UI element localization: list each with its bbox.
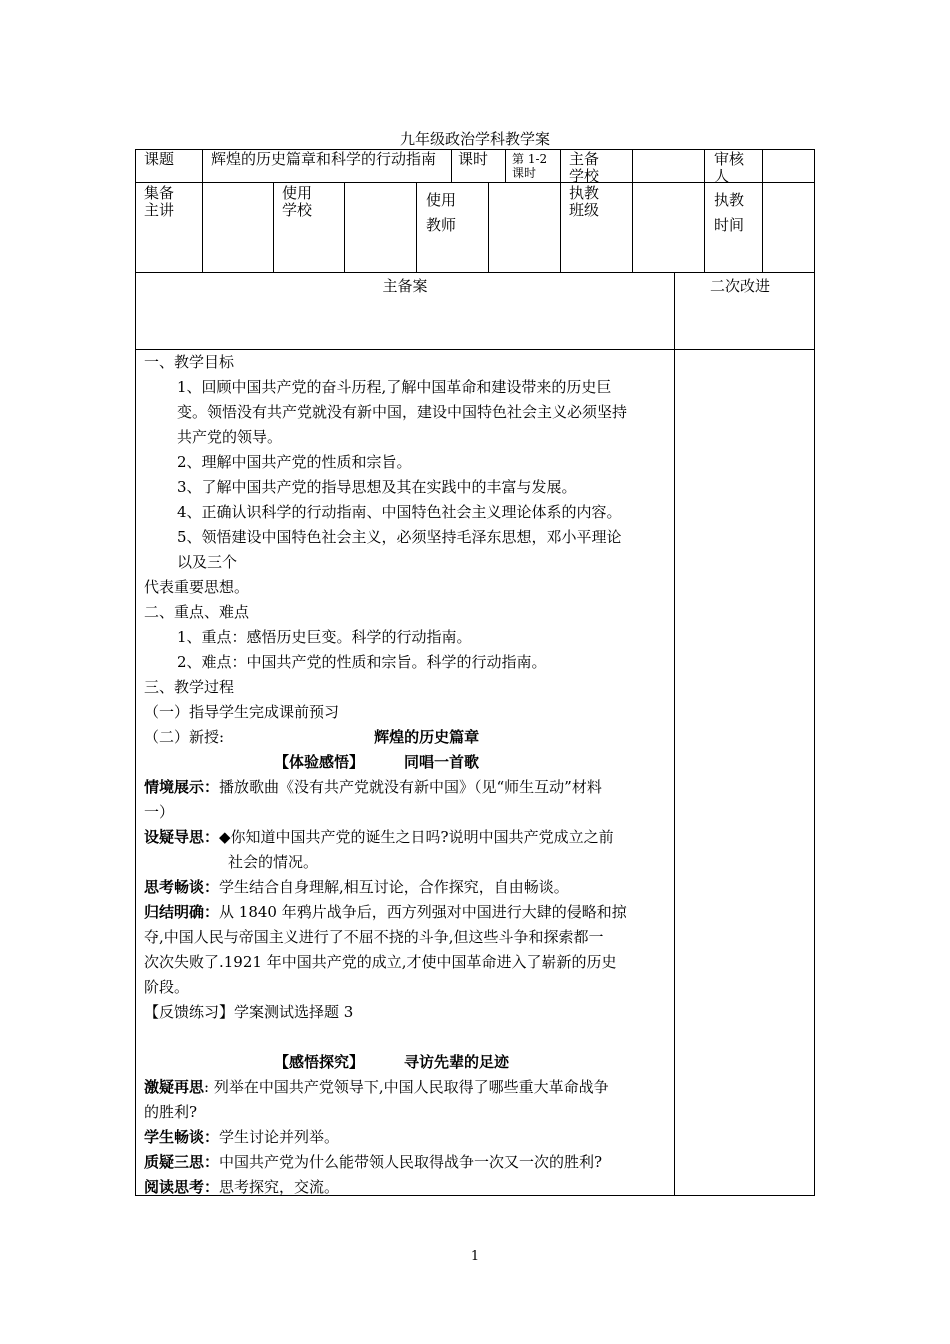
- conclusion-label: 归结明确：: [144, 903, 220, 921]
- goal-5a: 5、领悟建设中国特色社会主义，必须坚持毛泽东思想，邓小平理论: [177, 528, 622, 546]
- heading-experience-right: 同唱一首歌: [404, 753, 480, 771]
- question-text-b: 社会的情况。: [228, 853, 319, 871]
- conclusion-text-d: 阶段。: [144, 978, 190, 996]
- rethink-text-b: 的胜利?: [144, 1103, 198, 1121]
- topic-value: 辉煌的历史篇章和科学的行动指南: [211, 150, 437, 168]
- question-label: 设疑导思：: [144, 828, 220, 846]
- discuss-text: 学生结合自身理解,相互讨论，合作探究，自由畅谈。: [219, 878, 569, 896]
- main-plan-header: 主备案: [382, 277, 428, 295]
- goal-2: 2、理解中国共产党的性质和宗旨。: [177, 453, 412, 471]
- page-number: 1: [470, 1249, 480, 1264]
- heading-experience-left: 【体验感悟】: [274, 753, 365, 771]
- heading-experience: [144, 750, 670, 775]
- process-1: （一）指导学生完成课前预习: [144, 703, 340, 721]
- conclusion-text-c: 次次失败了.1921 年中国共产党的成立,才使中国革命进入了崭新的历史: [144, 953, 617, 971]
- section-keypoints-heading: 二、重点、难点: [144, 603, 250, 621]
- process-2-title: 辉煌的历史篇章: [374, 728, 480, 746]
- main-school-label: 主备学校: [569, 150, 600, 185]
- heading-explore: [144, 1050, 670, 1075]
- goal-1a: 1、回顾中国共产党的奋斗历程,了解中国革命和建设带来的历史巨: [177, 378, 612, 396]
- scene-text-a: 播放歌曲《没有共产党就没有新中国》（见“师生互动”材料: [219, 778, 602, 796]
- teach-class-label: 执教班级: [569, 184, 600, 219]
- use-school-label: 使用学校: [282, 184, 313, 219]
- teach-time-label: 执教时间: [714, 191, 745, 234]
- section-objectives-heading: 一、教学目标: [144, 353, 235, 371]
- use-teacher-label: 使用教师: [426, 191, 457, 234]
- third-question-text: 中国共产党为什么能带领人民取得战争一次又一次的胜利?: [219, 1153, 603, 1171]
- conclusion-text-a: 从 1840 年鸦片战争后，西方列强对中国进行大肆的侵略和掠: [219, 903, 627, 921]
- conclusion-text-b: 夺,中国人民与帝国主义进行了不屈不挠的斗争,但这些斗争和探索都一: [144, 928, 604, 946]
- goal-1c: 共产党的领导。: [177, 428, 283, 446]
- heading-explore-right: 寻访先辈的足迹: [404, 1053, 510, 1071]
- rethink-label: 激疑再思: [144, 1078, 205, 1096]
- rethink-text-a: : 列举在中国共产党领导下,中国人民取得了哪些重大革命战争: [204, 1078, 609, 1096]
- period-value: 第 1-2 课时: [512, 152, 548, 180]
- reading-text: 思考探究，交流。: [219, 1178, 340, 1196]
- question-text-a: ◆你知道中国共产党的诞生之日吗?说明中国共产党成立之前: [219, 828, 614, 846]
- revise-header: 二次改进: [710, 277, 771, 295]
- feedback-exercise: 【反馈练习】学案测试选择题 3: [144, 1003, 354, 1021]
- lesson-content: [144, 350, 670, 1200]
- period-label: 课时: [458, 150, 489, 168]
- goal-1b: 变。领悟没有共产党就没有新中国，建设中国特色社会主义必须坚持: [177, 403, 628, 421]
- third-question-label: 质疑三思：: [144, 1153, 220, 1171]
- goal-5b: 以及三个: [177, 553, 238, 571]
- scene-label: 情境展示：: [144, 778, 220, 796]
- goal-4: 4、正确认识科学的行动指南、中国特色社会主义理论体系的内容。: [177, 503, 622, 521]
- jibei-label: 集备主讲: [144, 184, 175, 219]
- goal-5c: 代表重要思想。: [144, 578, 250, 596]
- student-talk-label: 学生畅谈：: [144, 1128, 220, 1146]
- student-talk-text: 学生讨论并列举。: [219, 1128, 340, 1146]
- scene-text-b: 一）: [144, 803, 175, 821]
- heading-explore-left: 【感悟探究】: [274, 1053, 365, 1071]
- section-process-heading: 三、教学过程: [144, 678, 235, 696]
- keypoint-1: 1、重点：感悟历史巨变。科学的行动指南。: [177, 628, 472, 646]
- topic-label: 课题: [144, 150, 175, 168]
- process-2-label: （二）新授:: [144, 728, 225, 746]
- reading-label: 阅读思考：: [144, 1178, 220, 1196]
- reviewer-label: 审核人: [714, 150, 745, 185]
- goal-3: 3、了解中国共产党的指导思想及其在实践中的丰富与发展。: [177, 478, 577, 496]
- document-title: 九年级政治学科教学案: [399, 130, 550, 148]
- discuss-label: 思考畅谈：: [144, 878, 220, 896]
- keypoint-2: 2、难点：中国共产党的性质和宗旨。科学的行动指南。: [177, 653, 547, 671]
- process-2: [144, 725, 670, 750]
